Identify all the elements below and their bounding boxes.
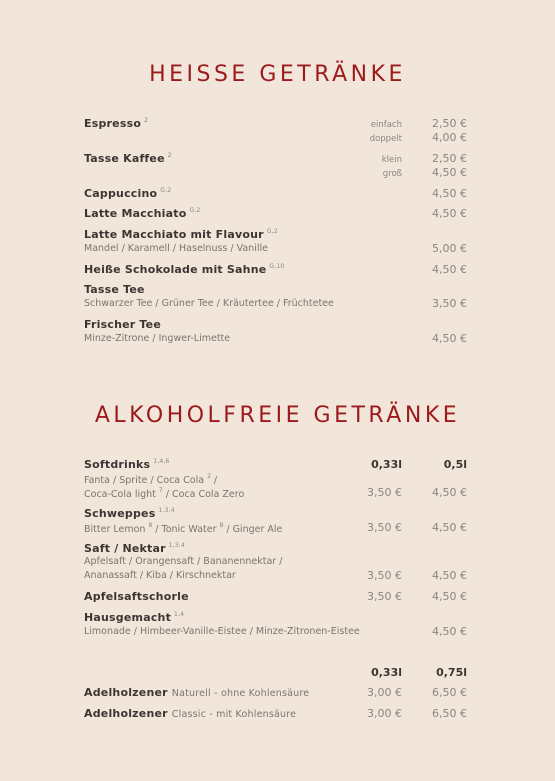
softdrinks-price-small: 3,50 € (367, 486, 402, 499)
naturell-price-large: 6,50 € (432, 686, 467, 699)
classic-price-small: 3,00 € (367, 707, 402, 720)
classic-name (84, 707, 296, 720)
cappuccino-price: 4,50 € (432, 187, 467, 200)
tee-name: Tasse Tee (84, 283, 145, 296)
espresso-price-2: 4,00 € (432, 131, 467, 144)
saft-description-2: Ananassaft / Kiba / Kirschnektar (84, 570, 236, 581)
kaffee-price-2: 4,50 € (432, 166, 467, 179)
schweppes-label: Schweppes (84, 507, 156, 520)
espresso-label: Espresso (84, 117, 142, 130)
kaffee-name (84, 152, 172, 165)
allergen-code: 2 (167, 152, 172, 159)
allergen-code: 8 (148, 522, 153, 529)
flavour-description: Mandel / Karamell / Haselnuss / Vanille (84, 243, 268, 254)
tee-description: Schwarzer Tee / Grüner Tee / Kräutertee / Früchtetee (84, 298, 334, 309)
espresso-name (84, 117, 148, 130)
allergen-code: 1,4 (174, 611, 185, 618)
frischtee-price: 4,50 € (432, 332, 467, 345)
cappuccino-name (84, 187, 171, 200)
allergen-code: 2 (144, 117, 149, 124)
desc-text: Bitter Lemon (84, 524, 146, 535)
softdrinks-description-1 (84, 473, 217, 486)
saft-name (84, 542, 185, 555)
cappuccino-label: Cappuccino (84, 187, 158, 200)
naturell-name (84, 686, 309, 699)
allergen-code: G,2 (189, 207, 201, 214)
allergen-code: 8 (219, 522, 224, 529)
desc-text: / Tonic Water (152, 524, 217, 535)
hausgemacht-name (84, 611, 184, 624)
hausgemacht-label: Hausgemacht (84, 611, 172, 624)
softdrinks-description-2 (84, 487, 244, 500)
flavour-price: 5,00 € (432, 242, 467, 255)
saft-description-1: Apfelsaft / Orangensaft / Bananennektar / (84, 556, 283, 567)
flavour-name (84, 228, 278, 241)
schokolade-price: 4,50 € (432, 263, 467, 276)
schweppes-price-large: 4,50 € (432, 521, 467, 534)
allergen-code: 7 (158, 487, 163, 494)
softdrinks-price-large: 4,50 € (432, 486, 467, 499)
schweppes-description (84, 522, 282, 535)
espresso-variant-2: doppelt (369, 134, 402, 144)
softdrinks-name (84, 458, 170, 471)
hausgemacht-price: 4,50 € (432, 625, 467, 638)
desc-text: / (210, 475, 218, 486)
water-size-header-large: 0,75l (436, 666, 467, 679)
classic-description: Classic - mit Kohlensäure (171, 709, 297, 720)
macchiato-price: 4,50 € (432, 207, 467, 220)
naturell-label: Adelholzener (84, 686, 168, 699)
size-header-large: 0,5l (443, 458, 467, 471)
kaffee-price-1: 2,50 € (432, 152, 467, 165)
espresso-variant-1: einfach (370, 120, 402, 130)
allergen-code: 1,3,4 (158, 507, 175, 514)
classic-price-large: 6,50 € (432, 707, 467, 720)
macchiato-name (84, 207, 200, 220)
desc-text: Coca-Cola light (84, 489, 156, 500)
naturell-description: Naturell - ohne Kohlensäure (171, 688, 310, 699)
saft-price-small: 3,50 € (367, 569, 402, 582)
classic-label: Adelholzener (84, 707, 168, 720)
espresso-price-1: 2,50 € (432, 117, 467, 130)
frischtee-description: Minze-Zitrone / Ingwer-Limette (84, 333, 231, 344)
kaffee-variant-1: klein (381, 155, 402, 165)
allergen-code: 2 (207, 473, 211, 480)
desc-text: / Ginger Ale (223, 524, 283, 535)
tee-price: 3,50 € (432, 297, 467, 310)
softdrinks-label: Softdrinks (84, 458, 151, 471)
flavour-label: Latte Macchiato mit Flavour (84, 228, 264, 241)
allergen-code: G,10 (269, 263, 285, 270)
schweppes-name (84, 507, 175, 520)
desc-text: / Coca Cola Zero (162, 489, 245, 500)
frischtee-name: Frischer Tee (84, 318, 161, 331)
saft-label: Saft / Nektar (84, 542, 166, 555)
naturell-price-small: 3,00 € (367, 686, 402, 699)
schorle-price-small: 3,50 € (367, 590, 402, 603)
hot-drinks-heading: HEISSE GETRÄNKE (149, 62, 406, 87)
size-header-small: 0,33l (371, 458, 402, 471)
schokolade-label: Heiße Schokolade mit Sahne (84, 263, 267, 276)
macchiato-label: Latte Macchiato (84, 207, 187, 220)
soft-drinks-heading: ALKOHOLFREIE GETRÄNKE (94, 403, 461, 428)
schorle-price-large: 4,50 € (432, 590, 467, 603)
schorle-name: Apfelsaftschorle (84, 590, 189, 603)
allergen-code: G,2 (266, 228, 278, 235)
schokolade-name (84, 263, 284, 276)
schweppes-price-small: 3,50 € (367, 521, 402, 534)
water-size-header-small: 0,33l (371, 666, 402, 679)
allergen-code: G,2 (160, 187, 172, 194)
allergen-code: 1,3,4 (168, 542, 186, 549)
kaffee-label: Tasse Kaffee (84, 152, 165, 165)
allergen-code: 1,4,6 (153, 458, 170, 465)
kaffee-variant-2: groß (382, 169, 402, 179)
hausgemacht-description: Limonade / Himbeer-Vanille-Eistee / Minze-Zitronen-Eistee (84, 626, 360, 637)
saft-price-large: 4,50 € (432, 569, 467, 582)
desc-text: Fanta / Sprite / Coca Cola (84, 475, 205, 486)
